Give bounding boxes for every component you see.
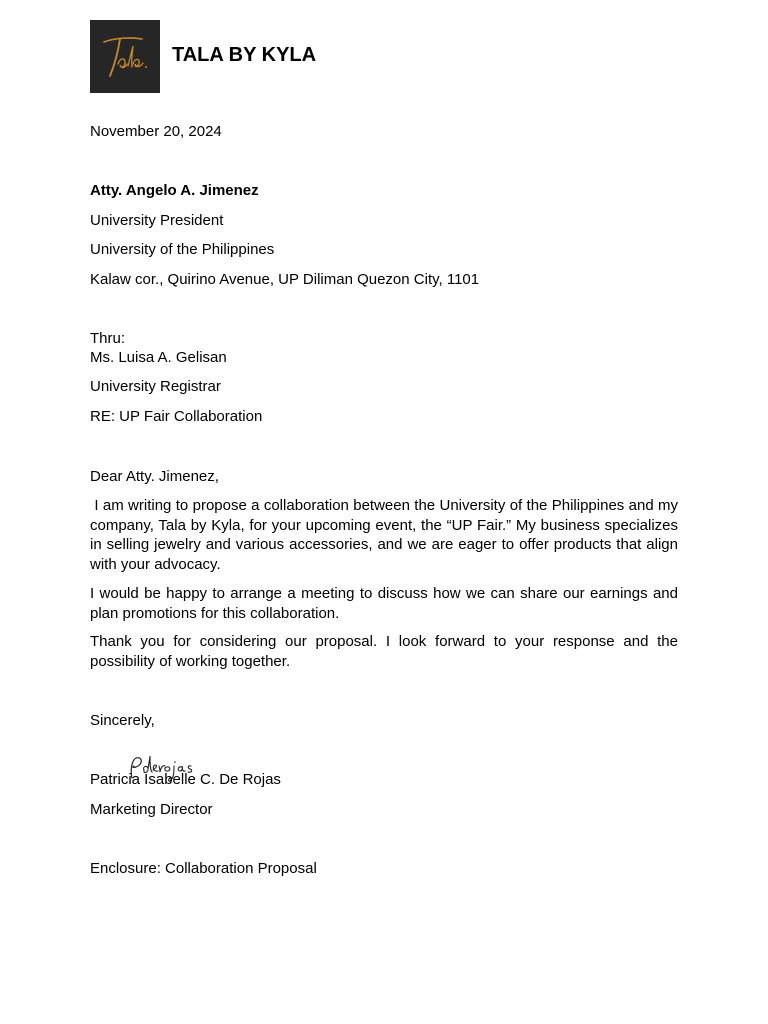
sender-name: Patricia Isabelle C. De Rojas (90, 771, 281, 788)
company-name: TALA BY KYLA (172, 44, 317, 66)
enclosure-note: Enclosure: Collaboration Proposal (90, 860, 317, 877)
body-paragraph-1: I am writing to propose a collaboration between the University of the Philippines and my company, Tala by Kyla, for your upcoming event, the “UP Fair.” My business specializes in selling jewelry and various accessories, and we are eager to offer products that align with your advocacy. (90, 497, 683, 573)
recipient-name: Atty. Angelo A. Jimenez (90, 182, 259, 199)
subject-line: RE: UP Fair Collaboration (90, 408, 263, 425)
thru-title: University Registrar (90, 378, 221, 395)
recipient-title: University President (90, 212, 224, 229)
company-logo (90, 20, 160, 93)
thru-name: Ms. Luisa A. Gelisan (90, 349, 227, 366)
body-paragraph-2: I would be happy to arrange a meeting to discuss how we can share our earnings and plan promotions for this collaboration. (90, 585, 678, 622)
salutation: Dear Atty. Jimenez, (90, 468, 219, 485)
thru-label: Thru: (90, 330, 126, 347)
closing: Sincerely, (90, 712, 155, 729)
recipient-organization: University of the Philippines (90, 241, 275, 258)
letter-date: November 20, 2024 (90, 123, 222, 140)
sender-title: Marketing Director (90, 801, 213, 818)
body-paragraph-3: Thank you for considering our proposal. I look forward to your response and the possibility of working together. (90, 633, 678, 670)
recipient-address: Kalaw cor., Quirino Avenue, UP Diliman Quezon City, 1101 (90, 271, 480, 288)
tala-logo-mark (90, 20, 160, 93)
